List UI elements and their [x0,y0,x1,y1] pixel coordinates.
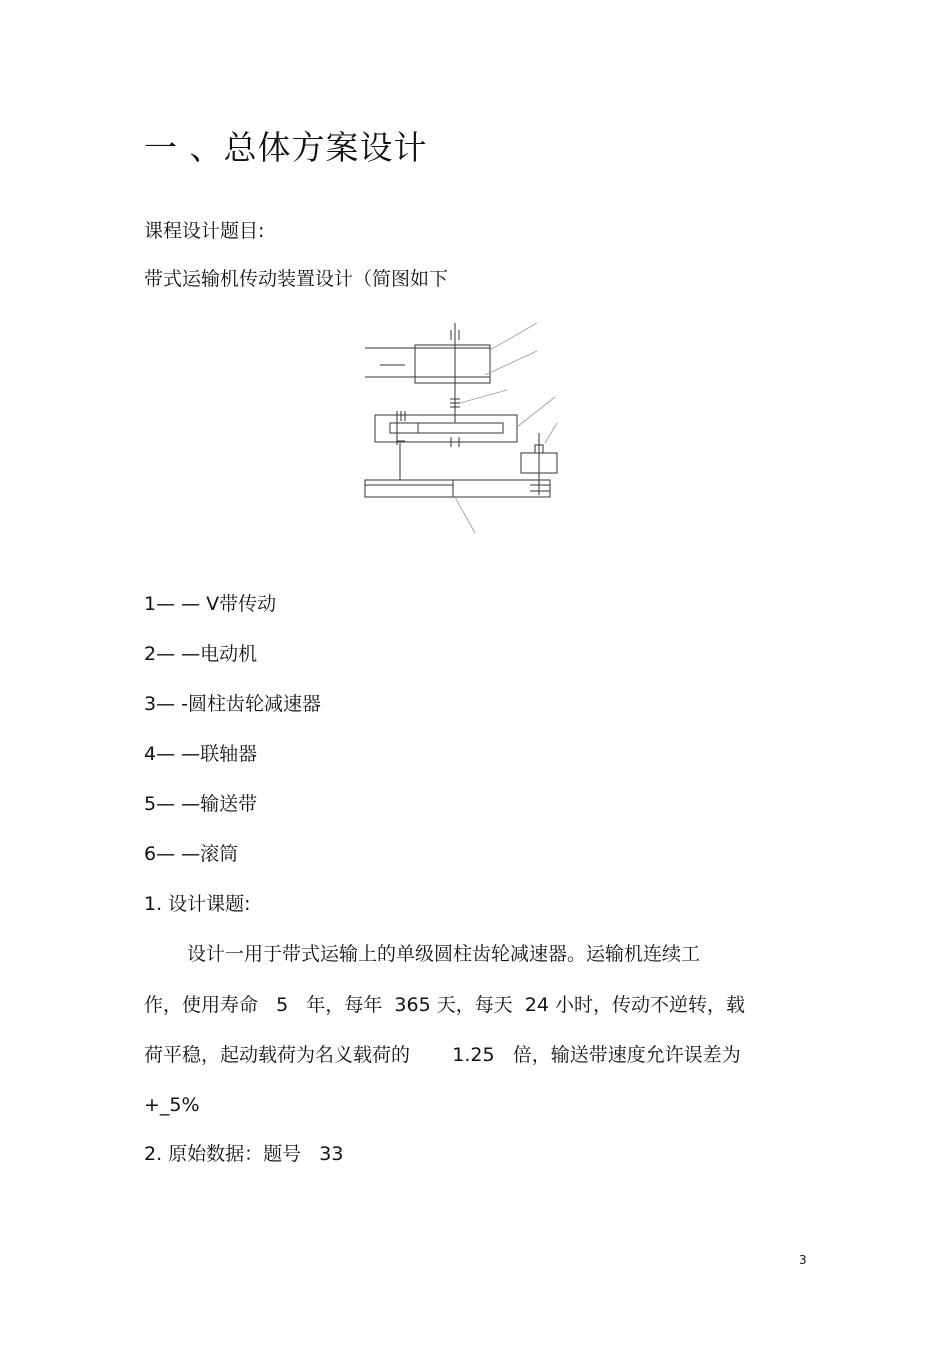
section-1-line-4: +_5% [144,1094,200,1116]
subject-label: 课程设计题目: [144,220,265,242]
section-heading: 一 、总体方案设计 [144,128,428,167]
part-3: 3— -圆柱齿轮减速器 [144,693,321,715]
transmission-schematic [355,315,565,540]
section-1-line-2: 作，使用寿命 5 年，每年 365 天，每天 24 小时，传动不逆转，载 [144,994,746,1016]
subject-title: 带式运输机传动装置设计（简图如下 [144,268,449,290]
part-5: 5— —输送带 [144,793,258,815]
part-4: 4— —联轴器 [144,743,258,765]
part-2: 2— —电动机 [144,643,258,665]
page-number: 3 [799,1253,807,1267]
section-2-title: 2. 原始数据：题号 33 [144,1143,344,1165]
part-6: 6— —滚筒 [144,843,239,865]
conveyor-belt [365,348,490,377]
reducer [375,415,517,442]
section-1-title: 1. 设计课题: [144,893,251,915]
v-belt [365,480,550,497]
section-1-line-3: 荷平稳，起动载荷为名义载荷的 1.25 倍，输送带速度允许误差为 [144,1044,741,1066]
part-1: 1— — V带传动 [144,593,277,615]
section-1-line-1: 设计一用于带式运输上的单级圆柱齿轮减速器。运输机连续工 [187,943,701,965]
